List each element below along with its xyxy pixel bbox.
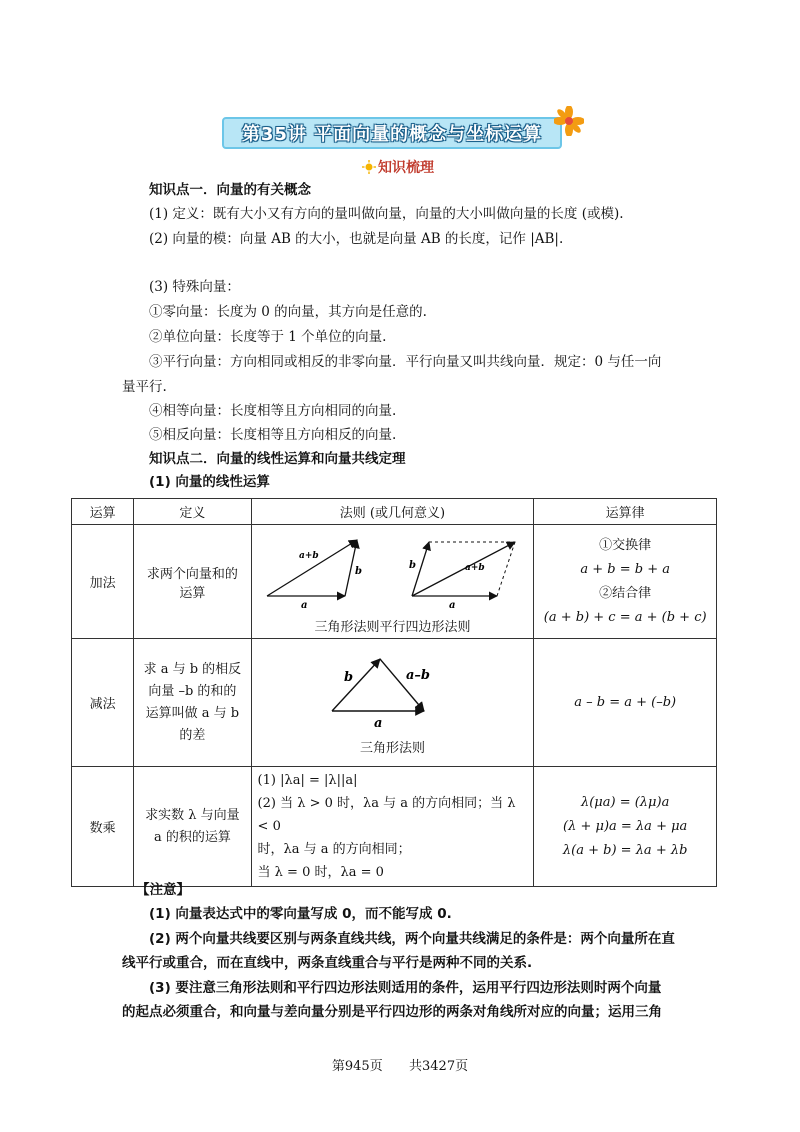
label-a-plus-b-2: a+b bbox=[465, 563, 486, 573]
def-mul-line: a 的积的运算 bbox=[153, 829, 231, 845]
table-row bbox=[72, 639, 717, 767]
law-line: (a + b) + c = a + (b + c) bbox=[543, 609, 707, 625]
def-sub-line: 的差 bbox=[179, 727, 206, 743]
law-line: a + b = b + a bbox=[580, 561, 670, 577]
def-add-line: 求两个向量和的 bbox=[146, 566, 238, 582]
def3: (3) 特殊向量： bbox=[149, 279, 240, 295]
law-line: λ(μa) = (λμ)a bbox=[581, 794, 670, 810]
special-parallel: ③平行向量：方向相同或相反的非零向量．平行向量又叫共线向量．规定：0 与任一向 bbox=[149, 354, 662, 370]
header-rule: 法则 (或几何意义) bbox=[251, 499, 534, 525]
label-b-2: b bbox=[409, 560, 417, 571]
def-mul-line: 求实数 λ 与向量 bbox=[145, 807, 240, 823]
header-definition: 定义 bbox=[134, 499, 251, 525]
def-sub-line: 运算叫做 a 与 b bbox=[145, 705, 240, 721]
label-b: b bbox=[355, 566, 363, 577]
rule-line: 当 λ = 0 时，λa = 0 bbox=[257, 865, 384, 880]
fig-sub bbox=[251, 639, 534, 767]
flower-icon bbox=[554, 106, 584, 136]
special-equal: ④相等向量：长度相等且方向相同的向量. bbox=[149, 403, 397, 419]
def-sub-line: 向量 –b 的和的 bbox=[148, 683, 237, 699]
law-line: ②结合律 bbox=[599, 585, 652, 601]
note-3b: 的起点必须重合，和向量与差向量分别是平行四边形的两条对角线所对应的向量；运用三角 bbox=[122, 1004, 662, 1020]
rule-line: 时，λa 与 a 的方向相同； bbox=[257, 842, 411, 857]
caption-add: 三角形法则平行四边形法则 bbox=[314, 620, 471, 635]
law-line: λ(a + b) = λa + λb bbox=[562, 842, 688, 858]
subtraction-diagram bbox=[312, 649, 472, 729]
table-row bbox=[72, 767, 717, 887]
special-opposite: ⑤相反向量：长度相等且方向相反的向量. bbox=[149, 427, 397, 443]
table-header-row bbox=[72, 499, 717, 525]
label-a: a bbox=[301, 600, 308, 610]
label-a-plus-b: a+b bbox=[299, 551, 320, 561]
op-mul: 数乘 bbox=[72, 767, 134, 887]
note-1: (1) 向量表达式中的零向量写成 0，而不能写成 0. bbox=[149, 906, 452, 922]
laws-sub bbox=[534, 639, 717, 767]
label-a-sub: a bbox=[374, 716, 383, 729]
header-laws: 运算律 bbox=[534, 499, 717, 525]
def-add bbox=[134, 525, 251, 639]
rule-line: (1) |λa| = |λ||a| bbox=[257, 773, 358, 788]
kp2-subtitle: (1) 向量的线性运算 bbox=[149, 474, 270, 490]
op-sub: 减法 bbox=[72, 639, 134, 767]
title-banner bbox=[222, 117, 562, 149]
law-line: a – b = a + (–b) bbox=[574, 694, 677, 710]
special-zero: ①零向量：长度为 0 的向量，其方向是任意的. bbox=[149, 304, 427, 320]
def-add-line: 运算 bbox=[179, 585, 206, 601]
rule-line: (2) 当 λ > 0 时，λa 与 a 的方向相同；当 λ < 0 bbox=[257, 796, 516, 834]
section-subtitle bbox=[362, 157, 434, 177]
table-row bbox=[72, 525, 717, 639]
def2: (2) 向量的模：向量 AB 的大小，也就是向量 AB 的长度，记作 |AB|. bbox=[149, 231, 564, 247]
subtitle-text: 知识梳理 bbox=[378, 160, 434, 176]
operations-table bbox=[71, 498, 717, 887]
note-2b: 线平行或重合，而在直线中，两条直线重合与平行是两种不同的关系. bbox=[122, 955, 533, 971]
page-number: 第945页 bbox=[331, 1059, 383, 1074]
notes-title: 【注意】 bbox=[136, 882, 190, 898]
laws-mul bbox=[534, 767, 717, 887]
kp1-title: 知识点一．向量的有关概念 bbox=[149, 182, 311, 198]
label-b-sub: b bbox=[344, 670, 354, 685]
special-parallel-cont: 量平行. bbox=[122, 379, 167, 395]
page-total: 共3427页 bbox=[409, 1059, 469, 1074]
page-title: 第35讲 平面向量的概念与坐标运算 bbox=[241, 124, 543, 145]
header-op: 运算 bbox=[72, 499, 134, 525]
def-sub bbox=[134, 639, 251, 767]
rules-mul bbox=[251, 767, 534, 887]
laws-add bbox=[534, 525, 717, 639]
law-line: (λ + μ)a = λa + μa bbox=[563, 818, 688, 834]
def-sub-line: 求 a 与 b 的相反 bbox=[143, 661, 242, 677]
note-2a: (2) 两个向量共线要区别与两条直线共线，两个向量共线满足的条件是：两个向量所在直 bbox=[149, 931, 675, 947]
label-a-minus-b: a–b bbox=[406, 668, 431, 683]
law-line: ①交换律 bbox=[599, 537, 652, 553]
page-footer bbox=[0, 1055, 800, 1074]
special-unit: ②单位向量：长度等于 1 个单位的向量. bbox=[149, 329, 387, 345]
def-mul bbox=[134, 767, 251, 887]
kp2-title: 知识点二．向量的线性运算和向量共线定理 bbox=[149, 451, 406, 467]
note-3a: (3) 要注意三角形法则和平行四边形法则适用的条件，运用平行四边形法则时两个向量 bbox=[149, 980, 662, 996]
op-add: 加法 bbox=[72, 525, 134, 639]
sun-icon bbox=[362, 160, 376, 174]
label-a-2: a bbox=[449, 600, 456, 610]
addition-diagram bbox=[257, 528, 527, 610]
caption-sub: 三角形法则 bbox=[359, 741, 425, 756]
def1: (1) 定义：既有大小又有方向的量叫做向量，向量的大小叫做向量的长度 (或模). bbox=[149, 206, 624, 222]
fig-add bbox=[251, 525, 534, 639]
